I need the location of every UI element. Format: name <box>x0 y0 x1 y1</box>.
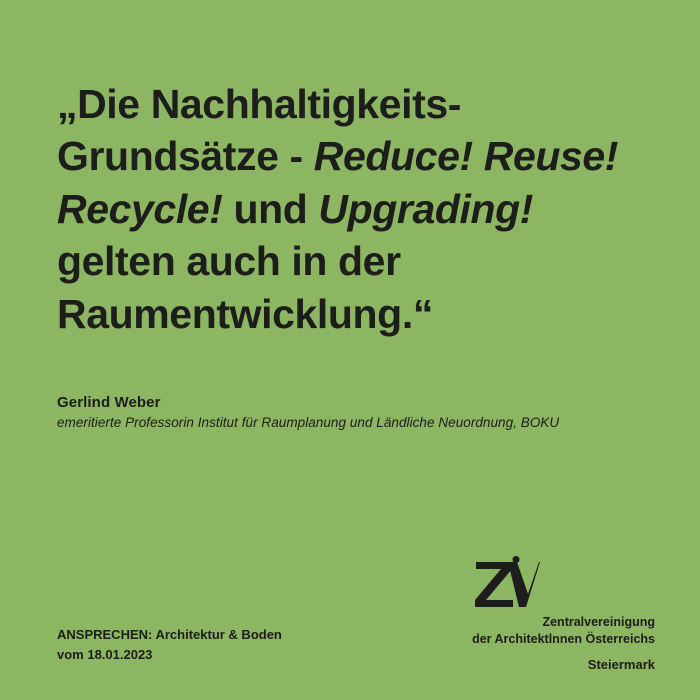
organisation-name-line1: Zentralvereinigung <box>542 615 655 630</box>
organisation-logo <box>472 556 655 672</box>
event-footer <box>57 625 282 664</box>
organisation-region: Steiermark <box>587 657 655 672</box>
author-name: Gerlind Weber <box>57 394 161 411</box>
quote-line-3-plain: und <box>222 185 319 232</box>
organisation-name-line2: der Architektlnnen Österreichs <box>472 632 655 647</box>
organisation-name <box>472 614 655 648</box>
quote-line-2-plain: Grundsätze - <box>57 133 314 180</box>
quote-line-1: „Die Nachhaltigkeits- <box>57 81 461 127</box>
attribution <box>57 394 657 430</box>
quote-line-3-italic-b: Upgrading! <box>318 185 534 232</box>
event-title: ANSPRECHEN: Architektur & Boden <box>57 627 282 642</box>
quote-line-2-italic: Reduce! Reuse! <box>313 133 619 180</box>
quote-block <box>57 78 657 340</box>
quote-text <box>57 78 657 340</box>
quote-line-3-italic-a: Recycle! <box>57 185 223 232</box>
zv-logo-icon <box>472 556 567 612</box>
quote-line-5: Raumentwicklung.“ <box>57 290 433 337</box>
quote-line-4: gelten auch in der <box>57 238 401 285</box>
event-date: vom 18.01.2023 <box>57 646 153 662</box>
author-role: emeritierte Professorin Institut für Raumplanung und Ländliche Neuordnung, BOKU <box>57 415 560 430</box>
